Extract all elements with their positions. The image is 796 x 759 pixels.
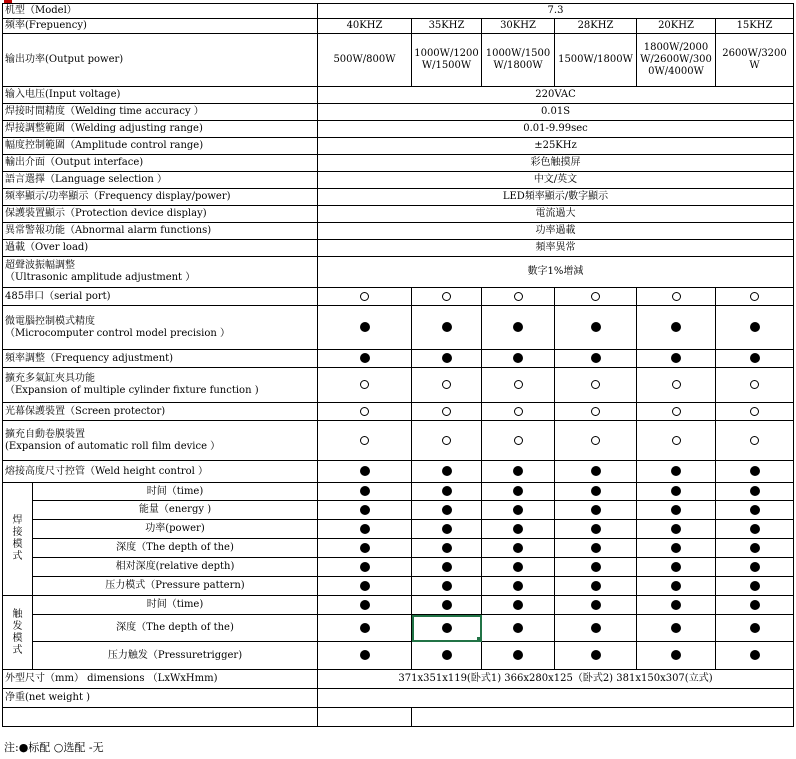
optional-circle-icon bbox=[750, 380, 759, 389]
mark-cell[interactable] bbox=[412, 520, 482, 539]
spec-value[interactable]: 頻率異常 bbox=[318, 240, 794, 257]
standard-dot-icon bbox=[750, 650, 760, 660]
trigger_mode-row-label[interactable]: 深度（The depth of the) bbox=[33, 615, 318, 642]
mark-cell[interactable] bbox=[555, 615, 637, 642]
standard-dot-icon bbox=[591, 505, 601, 515]
mark-cell[interactable] bbox=[318, 596, 412, 615]
standard-dot-icon bbox=[750, 524, 760, 534]
standard-dot-icon bbox=[591, 581, 601, 591]
mark-cell[interactable] bbox=[555, 306, 637, 350]
optional-circle-icon bbox=[514, 407, 523, 416]
feature-label[interactable] bbox=[3, 306, 318, 350]
mark-cell[interactable] bbox=[482, 306, 555, 350]
standard-dot-icon bbox=[591, 543, 601, 553]
dimensions-value[interactable]: 371x351x119(卧式1) 366x280x125（卧式2) 381x150x307(立式) bbox=[318, 670, 794, 689]
mark-cell[interactable] bbox=[716, 642, 794, 670]
standard-dot-icon bbox=[671, 353, 681, 363]
optional-circle-icon bbox=[442, 407, 451, 416]
standard-dot-icon bbox=[513, 466, 523, 476]
row-label-line: 超聲波振幅調整 bbox=[5, 260, 75, 271]
standard-dot-icon bbox=[360, 322, 370, 332]
spec-label[interactable]: 保護裝置顯示（Protection device display) bbox=[3, 206, 318, 223]
mark-cell[interactable] bbox=[716, 421, 794, 461]
group-char: 焊 bbox=[12, 515, 23, 526]
mark-cell[interactable] bbox=[555, 461, 637, 483]
mark-cell[interactable] bbox=[318, 368, 412, 403]
mark-cell[interactable] bbox=[318, 403, 412, 421]
mark-cell[interactable] bbox=[637, 520, 716, 539]
optional-circle-icon bbox=[591, 380, 600, 389]
spec-value[interactable]: 彩色触摸屏 bbox=[318, 155, 794, 172]
optional-circle-icon bbox=[360, 436, 369, 445]
weld_mode-row-label[interactable]: 相对深度(relative depth) bbox=[33, 558, 318, 577]
mark-cell[interactable] bbox=[716, 539, 794, 558]
standard-dot-icon bbox=[513, 486, 523, 496]
mark-cell[interactable] bbox=[482, 577, 555, 596]
standard-dot-icon bbox=[591, 486, 601, 496]
row-label-line: 微電腦控制模式精度 bbox=[5, 315, 95, 327]
standard-dot-icon bbox=[360, 524, 370, 534]
mark-cell[interactable] bbox=[716, 288, 794, 306]
spec-table bbox=[2, 3, 794, 727]
spec-label[interactable]: 焊接时間精度（Welding time accuracy ） bbox=[3, 104, 318, 121]
group-char: 接 bbox=[12, 527, 23, 538]
mark-cell[interactable] bbox=[318, 520, 412, 539]
standard-dot-icon bbox=[442, 505, 452, 515]
standard-dot-icon bbox=[750, 623, 760, 633]
mark-cell[interactable] bbox=[318, 483, 412, 501]
standard-dot-icon bbox=[360, 543, 370, 553]
spec-value[interactable]: 0.01-9.99sec bbox=[318, 121, 794, 138]
optional-circle-icon bbox=[750, 407, 759, 416]
standard-dot-icon bbox=[591, 322, 601, 332]
standard-dot-icon bbox=[591, 466, 601, 476]
optional-circle-icon bbox=[442, 380, 451, 389]
mark-cell[interactable] bbox=[412, 483, 482, 501]
optional-circle-icon bbox=[360, 407, 369, 416]
row-label-line: （Expansion of multiple cylinder fixture function ) bbox=[5, 385, 259, 396]
mark-cell[interactable] bbox=[482, 558, 555, 577]
mark-cell[interactable] bbox=[482, 642, 555, 670]
standard-dot-icon bbox=[671, 524, 681, 534]
mark-cell[interactable] bbox=[555, 421, 637, 461]
mark-cell[interactable] bbox=[318, 501, 412, 520]
model-label[interactable]: 机型（Model） bbox=[3, 4, 318, 19]
optional-circle-icon bbox=[591, 292, 600, 301]
standard-dot-icon bbox=[442, 486, 452, 496]
model-value[interactable]: 7.3 bbox=[318, 4, 794, 19]
mark-cell[interactable] bbox=[318, 558, 412, 577]
mark-cell[interactable] bbox=[637, 596, 716, 615]
optional-circle-icon bbox=[672, 407, 681, 416]
mark-cell[interactable] bbox=[637, 483, 716, 501]
optional-circle-icon bbox=[591, 407, 600, 416]
mark-cell[interactable] bbox=[555, 642, 637, 670]
mark-cell[interactable] bbox=[555, 350, 637, 368]
mark-cell[interactable] bbox=[637, 350, 716, 368]
standard-dot-icon bbox=[750, 600, 760, 610]
standard-dot-icon bbox=[591, 650, 601, 660]
spec-value[interactable]: 220VAC bbox=[318, 87, 794, 104]
optional-circle-icon bbox=[442, 292, 451, 301]
standard-dot-icon bbox=[591, 353, 601, 363]
standard-dot-icon bbox=[591, 600, 601, 610]
mark-cell[interactable] bbox=[555, 483, 637, 501]
standard-dot-icon bbox=[750, 505, 760, 515]
mark-cell[interactable] bbox=[716, 577, 794, 596]
mark-cell[interactable] bbox=[637, 421, 716, 461]
frequency-cell[interactable]: 35KHZ bbox=[412, 19, 482, 34]
mark-cell[interactable] bbox=[412, 306, 482, 350]
mark-cell[interactable] bbox=[716, 306, 794, 350]
standard-dot-icon bbox=[591, 524, 601, 534]
frequency-cell[interactable]: 15KHZ bbox=[716, 19, 794, 34]
frequency-cell[interactable]: 40KHZ bbox=[318, 19, 412, 34]
mark-cell[interactable] bbox=[412, 615, 482, 642]
standard-dot-icon bbox=[360, 505, 370, 515]
standard-dot-icon bbox=[671, 600, 681, 610]
output-power-cell[interactable]: 1000W/1200W/1500W bbox=[412, 34, 482, 87]
mark-cell[interactable] bbox=[637, 461, 716, 483]
mark-cell[interactable] bbox=[412, 539, 482, 558]
weld_mode-row-label[interactable]: 时间（time) bbox=[33, 483, 318, 501]
standard-dot-icon bbox=[442, 524, 452, 534]
mark-cell[interactable] bbox=[482, 615, 555, 642]
frequency-cell[interactable]: 20KHZ bbox=[637, 19, 716, 34]
spec-value[interactable]: LED頻率顯示/數字顯示 bbox=[318, 189, 794, 206]
net-weight-label[interactable]: 净重(net weight ) bbox=[3, 689, 318, 708]
empty-cell[interactable] bbox=[3, 708, 318, 727]
output-power-cell[interactable]: 500W/800W bbox=[318, 34, 412, 87]
group-char: 式 bbox=[12, 644, 23, 656]
standard-dot-icon bbox=[513, 505, 523, 515]
mark-cell[interactable] bbox=[318, 288, 412, 306]
mark-cell[interactable] bbox=[318, 350, 412, 368]
spec-value[interactable]: ±25KHz bbox=[318, 138, 794, 155]
mark-cell[interactable] bbox=[412, 596, 482, 615]
feature-label[interactable] bbox=[3, 368, 318, 403]
feature-label[interactable] bbox=[3, 421, 318, 461]
mark-cell[interactable] bbox=[482, 421, 555, 461]
mark-cell[interactable] bbox=[412, 461, 482, 483]
mark-cell[interactable] bbox=[482, 403, 555, 421]
standard-dot-icon bbox=[360, 600, 370, 610]
standard-dot-icon bbox=[750, 562, 760, 572]
mark-cell[interactable] bbox=[716, 461, 794, 483]
standard-dot-icon bbox=[671, 623, 681, 633]
empty-cell[interactable] bbox=[318, 708, 412, 727]
group-char: 触 bbox=[12, 608, 23, 620]
row-label-line: 擴充自動卷膜裝置 bbox=[5, 428, 85, 440]
mark-cell[interactable] bbox=[637, 306, 716, 350]
spec-label[interactable]: 频率顯示/功率顯示（Frequency display/power) bbox=[3, 189, 318, 206]
standard-dot-icon bbox=[360, 623, 370, 633]
net-weight-value[interactable] bbox=[318, 689, 794, 708]
standard-dot-icon bbox=[442, 650, 452, 660]
mark-cell[interactable] bbox=[716, 615, 794, 642]
mark-cell[interactable] bbox=[716, 558, 794, 577]
mark-cell[interactable] bbox=[716, 501, 794, 520]
weld_mode-row-label[interactable]: 功率(power) bbox=[33, 520, 318, 539]
output-power-label[interactable]: 输出功率(Output power) bbox=[3, 34, 318, 87]
dimensions-label[interactable]: 外型尺寸（mm） dimensions （LxWxHmm) bbox=[3, 670, 318, 689]
standard-dot-icon bbox=[360, 353, 370, 363]
standard-dot-icon bbox=[442, 581, 452, 591]
standard-dot-icon bbox=[513, 623, 523, 633]
standard-dot-icon bbox=[513, 581, 523, 591]
mark-cell[interactable] bbox=[318, 577, 412, 596]
standard-dot-icon bbox=[442, 466, 452, 476]
standard-dot-icon bbox=[671, 466, 681, 476]
empty-cell[interactable] bbox=[412, 708, 794, 727]
optional-circle-icon bbox=[672, 436, 681, 445]
standard-dot-icon bbox=[513, 353, 523, 363]
mark-cell[interactable] bbox=[637, 558, 716, 577]
standard-dot-icon bbox=[750, 322, 760, 332]
trigger_mode-group-label[interactable] bbox=[3, 596, 33, 670]
mark-cell[interactable] bbox=[716, 596, 794, 615]
mark-cell[interactable] bbox=[482, 501, 555, 520]
standard-dot-icon bbox=[671, 505, 681, 515]
feature-label[interactable]: 頻率調整（Frequency adjustment) bbox=[3, 350, 318, 368]
standard-dot-icon bbox=[671, 543, 681, 553]
mark-cell[interactable] bbox=[637, 288, 716, 306]
spec-value[interactable]: 電流過大 bbox=[318, 206, 794, 223]
row-label-line: （Ultrasonic amplitude adjustment ） bbox=[5, 272, 196, 283]
optional-circle-icon bbox=[360, 292, 369, 301]
standard-dot-icon bbox=[513, 524, 523, 534]
spec-label[interactable]: 異常警報功能（Abnormal alarm functions) bbox=[3, 223, 318, 240]
optional-circle-icon bbox=[442, 436, 451, 445]
standard-dot-icon bbox=[750, 466, 760, 476]
standard-dot-icon bbox=[442, 353, 452, 363]
mark-cell[interactable] bbox=[318, 461, 412, 483]
output-power-cell[interactable]: 2600W/3200W bbox=[716, 34, 794, 87]
spec-value[interactable]: 0.01S bbox=[318, 104, 794, 121]
mark-cell[interactable] bbox=[555, 288, 637, 306]
mark-cell[interactable] bbox=[555, 403, 637, 421]
mark-cell[interactable] bbox=[555, 539, 637, 558]
standard-dot-icon bbox=[513, 562, 523, 572]
mark-cell[interactable] bbox=[555, 596, 637, 615]
mark-cell[interactable] bbox=[318, 421, 412, 461]
frequency-label[interactable]: 频率(Frepuency) bbox=[3, 19, 318, 34]
mark-cell[interactable] bbox=[555, 501, 637, 520]
trigger_mode-row-label[interactable]: 时间（time) bbox=[33, 596, 318, 615]
spec-value[interactable]: 功率過載 bbox=[318, 223, 794, 240]
mark-cell[interactable] bbox=[412, 288, 482, 306]
spec-label[interactable]: 輸出介面（Output interface) bbox=[3, 155, 318, 172]
mark-cell[interactable] bbox=[412, 421, 482, 461]
group-char: 模 bbox=[12, 539, 23, 550]
spec-label[interactable]: 語言選擇（Language selection ） bbox=[3, 172, 318, 189]
mark-cell[interactable] bbox=[412, 350, 482, 368]
mark-cell[interactable] bbox=[482, 461, 555, 483]
optional-circle-icon bbox=[514, 436, 523, 445]
mark-cell[interactable] bbox=[555, 577, 637, 596]
row-label-line: （Microcomputer control model precision ） bbox=[5, 327, 231, 339]
mark-cell[interactable] bbox=[482, 520, 555, 539]
mark-cell[interactable] bbox=[318, 306, 412, 350]
mark-cell[interactable] bbox=[555, 558, 637, 577]
output-power-cell[interactable]: 1500W/1800W bbox=[555, 34, 637, 87]
standard-dot-icon bbox=[750, 353, 760, 363]
mark-cell[interactable] bbox=[318, 539, 412, 558]
feature-label[interactable]: 485串口（serial port) bbox=[3, 288, 318, 306]
row-label-line: 擴充多氣缸夾具功能 bbox=[5, 373, 95, 384]
mark-cell[interactable] bbox=[412, 558, 482, 577]
mark-cell[interactable] bbox=[637, 368, 716, 403]
amplitude-adjust-label[interactable] bbox=[3, 257, 318, 288]
mark-cell[interactable] bbox=[412, 642, 482, 670]
mark-cell[interactable] bbox=[412, 368, 482, 403]
standard-dot-icon bbox=[442, 623, 452, 633]
standard-dot-icon bbox=[671, 322, 681, 332]
optional-circle-icon bbox=[591, 436, 600, 445]
mark-cell[interactable] bbox=[716, 403, 794, 421]
standard-dot-icon bbox=[442, 600, 452, 610]
mark-cell[interactable] bbox=[637, 501, 716, 520]
group-char: 模 bbox=[12, 632, 23, 644]
standard-dot-icon bbox=[360, 650, 370, 660]
standard-dot-icon bbox=[442, 562, 452, 572]
standard-dot-icon bbox=[750, 543, 760, 553]
mark-cell[interactable] bbox=[637, 615, 716, 642]
spec-value[interactable]: 中文/英文 bbox=[318, 172, 794, 189]
standard-dot-icon bbox=[671, 562, 681, 572]
standard-dot-icon bbox=[360, 466, 370, 476]
mark-cell[interactable] bbox=[637, 642, 716, 670]
standard-dot-icon bbox=[513, 543, 523, 553]
standard-dot-icon bbox=[671, 650, 681, 660]
weld_mode-row-label[interactable]: 压力模式（Pressure pattern) bbox=[33, 577, 318, 596]
group-char: 发 bbox=[12, 620, 23, 632]
standard-dot-icon bbox=[513, 600, 523, 610]
standard-dot-icon bbox=[671, 486, 681, 496]
mark-cell[interactable] bbox=[716, 368, 794, 403]
group-char: 式 bbox=[12, 551, 23, 562]
mark-cell[interactable] bbox=[637, 577, 716, 596]
mark-cell[interactable] bbox=[412, 577, 482, 596]
row-label-line: (Expansion of automatic roll film device ） bbox=[5, 440, 221, 452]
trigger_mode-row-label[interactable]: 压力触发（Pressuretrigger) bbox=[33, 642, 318, 670]
weld_mode-row-label[interactable]: 能量（energy ) bbox=[33, 501, 318, 520]
mark-cell[interactable] bbox=[318, 615, 412, 642]
standard-dot-icon bbox=[360, 486, 370, 496]
optional-circle-icon bbox=[750, 436, 759, 445]
mark-cell[interactable] bbox=[716, 520, 794, 539]
mark-cell[interactable] bbox=[482, 539, 555, 558]
mark-cell[interactable] bbox=[482, 368, 555, 403]
standard-dot-icon bbox=[442, 543, 452, 553]
spec-label[interactable]: 焊接調整範圍（Welding adjusting range) bbox=[3, 121, 318, 138]
weld_mode-row-label[interactable]: 深度（The depth of the) bbox=[33, 539, 318, 558]
standard-dot-icon bbox=[360, 581, 370, 591]
standard-dot-icon bbox=[591, 562, 601, 572]
spec-label[interactable]: 幅度控制範圍（Amplitude control range) bbox=[3, 138, 318, 155]
mark-cell[interactable] bbox=[482, 350, 555, 368]
optional-circle-icon bbox=[514, 380, 523, 389]
mark-cell[interactable] bbox=[555, 520, 637, 539]
feature-label[interactable]: 光幕保護裝置（Screen protector) bbox=[3, 403, 318, 421]
optional-circle-icon bbox=[360, 380, 369, 389]
mark-cell[interactable] bbox=[318, 642, 412, 670]
mark-cell[interactable] bbox=[482, 288, 555, 306]
amplitude-adjust-value[interactable]: 數字1%增減 bbox=[318, 257, 794, 288]
mark-cell[interactable] bbox=[716, 350, 794, 368]
standard-dot-icon bbox=[513, 322, 523, 332]
mark-cell[interactable] bbox=[412, 403, 482, 421]
mark-cell[interactable] bbox=[555, 368, 637, 403]
feature-label[interactable]: 熔接高度尺寸控管（Weld height control ） bbox=[3, 461, 318, 483]
mark-cell[interactable] bbox=[637, 539, 716, 558]
output-power-cell[interactable]: 1800W/2000W/2600W/3000W/4000W bbox=[637, 34, 716, 87]
spec-label[interactable]: 输入电压(Input voltage) bbox=[3, 87, 318, 104]
standard-dot-icon bbox=[360, 562, 370, 572]
legend-note: 注:●标配 ○选配 -无 bbox=[4, 741, 104, 754]
standard-dot-icon bbox=[750, 486, 760, 496]
standard-dot-icon bbox=[591, 623, 601, 633]
mark-cell[interactable] bbox=[412, 501, 482, 520]
standard-dot-icon bbox=[671, 581, 681, 591]
standard-dot-icon bbox=[513, 650, 523, 660]
standard-dot-icon bbox=[442, 322, 452, 332]
output-power-cell[interactable]: 1000W/1500W/1800W bbox=[482, 34, 555, 87]
fill-handle[interactable] bbox=[477, 637, 482, 642]
mark-cell[interactable] bbox=[482, 483, 555, 501]
mark-cell[interactable] bbox=[637, 403, 716, 421]
optional-circle-icon bbox=[750, 292, 759, 301]
mark-cell[interactable] bbox=[716, 483, 794, 501]
spec-label[interactable]: 過載（Over load) bbox=[3, 240, 318, 257]
frequency-cell[interactable]: 28KHZ bbox=[555, 19, 637, 34]
optional-circle-icon bbox=[672, 380, 681, 389]
weld_mode-group-label[interactable] bbox=[3, 483, 33, 596]
frequency-cell[interactable]: 30KHZ bbox=[482, 19, 555, 34]
standard-dot-icon bbox=[750, 581, 760, 591]
mark-cell[interactable] bbox=[482, 596, 555, 615]
optional-circle-icon bbox=[514, 292, 523, 301]
optional-circle-icon bbox=[672, 292, 681, 301]
